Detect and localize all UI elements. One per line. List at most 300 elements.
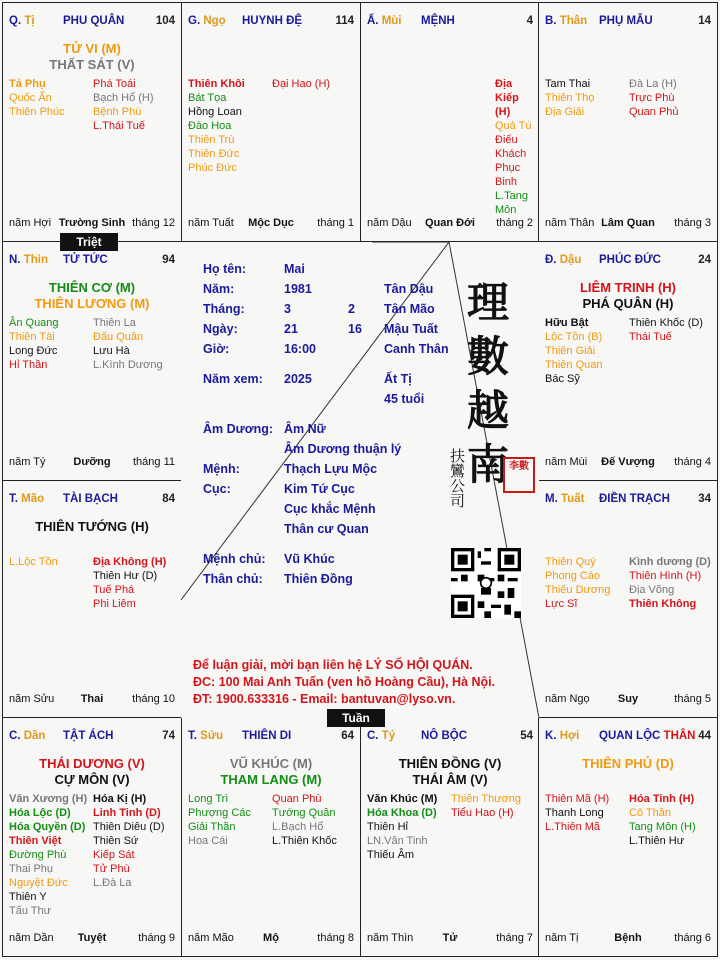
month-cycle: tháng 4 [674, 456, 711, 468]
month-cycle: tháng 3 [674, 217, 711, 229]
palace-number: 114 [335, 15, 354, 27]
palace-tuat [538, 480, 718, 718]
minor-stars [9, 792, 177, 918]
star-item: Đấu Quân [93, 331, 144, 343]
stars-left-column [9, 792, 93, 918]
star-item: Thiên Hỉ [367, 821, 408, 833]
center-info-panel [181, 242, 539, 718]
star-item: L.Thiên Mã [545, 821, 601, 833]
palace-title: THIÊN DI [242, 730, 292, 742]
star-item: Bệnh Phù [93, 106, 142, 118]
info-solar-value: 21 [284, 322, 298, 336]
menh-chu-label: Mệnh chủ: [203, 552, 266, 566]
main-star: THIÊN PHỦ (D) [582, 756, 674, 771]
palace-thin [2, 241, 182, 481]
star-item: Văn Xương (H) [9, 793, 88, 805]
palace-number: 34 [698, 493, 711, 505]
star-item: Kình dương (D) [629, 556, 711, 568]
star-item: Lực Sĩ [545, 598, 578, 610]
star-item: Bát Tọa [188, 92, 227, 104]
palace-number: 24 [698, 254, 711, 266]
star-item: L.Kình Dương [93, 359, 163, 371]
main-star: THAM LANG (M) [220, 772, 322, 787]
palace-name [421, 15, 455, 27]
info-label: Tháng: [203, 302, 245, 316]
stars-right-column [93, 77, 177, 133]
palace-ngo [181, 2, 361, 242]
year-cycle: năm Ngọ [545, 693, 590, 705]
star-item: Điếu Khách [495, 134, 527, 160]
life-stage: Tử [442, 932, 458, 944]
stem: C. [367, 730, 379, 742]
palace-title: QUAN LỘC [599, 730, 661, 742]
year-cycle: năm Tị [545, 932, 579, 944]
star-item: Hữu Bật [545, 317, 589, 329]
star-item: Hồng Loan [188, 106, 242, 118]
star-item: Bạch Hổ (H) [93, 92, 154, 104]
stem: B. [545, 15, 557, 27]
palace-title: TÀI BẠCH [63, 493, 118, 505]
life-stage: Bệnh [614, 932, 642, 944]
life-stage: Mộc Dục [248, 217, 294, 229]
palace-title: PHÚC ĐỨC [599, 254, 661, 266]
palace-name [63, 730, 113, 742]
month-cycle: tháng 1 [317, 217, 354, 229]
palace-footer [188, 217, 354, 231]
year-cycle: năm Tuất [188, 217, 234, 229]
palace-name [242, 15, 302, 27]
month-cycle: tháng 12 [132, 217, 175, 229]
tuan-tag: Tuần [327, 709, 385, 727]
stars-right-column [629, 792, 713, 848]
star-item: Tang Môn (H) [629, 821, 696, 833]
stem: T. [188, 730, 197, 742]
info-label: Họ tên: [203, 262, 247, 276]
palace-footer [9, 932, 175, 946]
life-stage: Lâm Quan [601, 217, 655, 229]
life-stage: Quan Đới [425, 217, 475, 229]
year-cycle: năm Dậu [367, 217, 412, 229]
star-item: Cô Thần [629, 807, 671, 819]
palace-title: TẬT ÁCH [63, 730, 114, 742]
stars-left-column [545, 316, 629, 386]
palace-header [9, 254, 175, 270]
palace-header [545, 730, 711, 746]
palace-header [9, 15, 175, 31]
branch: Ngọ [203, 15, 226, 27]
contact-line-2: ĐC: 100 Mai Anh Tuấn (ven hồ Hoàng Cầu), Hà Nội. [193, 675, 496, 689]
palace-name [599, 730, 696, 742]
star-item: Thiếu Dương [545, 584, 611, 596]
info-label: Ngày: [203, 322, 238, 336]
stem: Q. [9, 15, 22, 27]
stars-right-column [629, 77, 713, 119]
palace-header [9, 493, 175, 509]
star-item: Thiên Trù [188, 134, 235, 146]
star-item: Địa Võng [629, 584, 675, 596]
star-item: Thiên Diêu (D) [93, 821, 165, 833]
location-label [545, 15, 587, 27]
stars-right-column [93, 792, 177, 918]
main-star: VŨ KHÚC (M) [229, 756, 313, 771]
main-star: THÁI DƯƠNG (V) [39, 756, 145, 771]
minor-stars [188, 77, 356, 175]
palace-title: TỬ TỨC [63, 254, 108, 266]
info-can-chi: Mậu Tuất [384, 322, 438, 336]
minor-stars [367, 792, 535, 862]
location-label [9, 15, 35, 27]
calligraphy-logo: 理數越南 [467, 278, 510, 489]
star-item: Quốc Ấn [9, 92, 52, 104]
location-label [9, 493, 44, 505]
palace-header [188, 15, 354, 31]
palace-number: 104 [155, 15, 175, 27]
menh-value: Thạch Lựu Mộc [284, 462, 378, 476]
star-item: Thiên Hình (H) [629, 570, 702, 582]
year-cycle: năm Sửu [9, 693, 55, 705]
star-item: Địa Kiếp (H) [495, 78, 519, 118]
star-item: Lộc Tồn (B) [545, 331, 603, 343]
star-item: Thanh Long [545, 807, 604, 819]
stars-left-column [9, 316, 93, 372]
star-item: Phúc Đức [188, 162, 237, 174]
location-label [367, 730, 395, 742]
palace-ty [360, 717, 540, 957]
star-item: Hóa Quyền (D) [9, 821, 86, 833]
info-solar-value: 2025 [284, 372, 312, 386]
star-item: Thiên Thương [451, 793, 522, 805]
star-item: L.Bạch Hổ [272, 821, 324, 833]
palace-name [599, 15, 653, 27]
star-item: Thiên Không [629, 598, 697, 610]
main-star: TỬ VI (M) [63, 41, 121, 56]
palace-hoi [538, 717, 718, 957]
star-item: L.Thiên Hư [629, 835, 685, 847]
palace-name [63, 254, 108, 266]
stem: Đ. [545, 254, 557, 266]
stars-right-column [272, 792, 356, 848]
main-star: THẤT SÁT (V) [49, 57, 135, 72]
year-cycle: năm Thìn [367, 932, 414, 944]
cuc-value: Kim Tứ Cục [284, 482, 355, 496]
star-item: Địa Giải [545, 106, 585, 118]
stars-left-column [545, 555, 629, 611]
palace-name [599, 493, 670, 505]
am-duong-note: Âm Dương thuận lý [284, 442, 402, 456]
than-cu-note: Thân cư Quan [284, 522, 369, 536]
info-label: Năm xem: [203, 372, 263, 386]
location-label [545, 493, 584, 505]
stem: C. [9, 730, 21, 742]
info-solar-value: 3 [284, 302, 291, 316]
star-item: L.Tang Môn [495, 190, 529, 216]
month-cycle: tháng 10 [132, 693, 175, 705]
palace-number: 4 [526, 15, 533, 27]
minor-stars [9, 316, 177, 372]
year-cycle: năm Hợi [9, 217, 52, 229]
location-label [9, 254, 48, 266]
stem: G. [188, 15, 201, 27]
life-stage: Trường Sinh [58, 217, 126, 229]
month-cycle: tháng 8 [317, 932, 354, 944]
star-item: Thai Phụ [9, 863, 54, 875]
than-marker: THÂN [663, 730, 696, 742]
star-item: Thiên Đức [188, 148, 240, 160]
star-item: Phượng Các [188, 807, 251, 819]
star-item: Quan Phủ [629, 106, 679, 118]
star-item: Tướng Quân [272, 807, 336, 819]
minor-stars [367, 77, 535, 217]
star-item: Thiên Tài [9, 331, 55, 343]
star-item: Kiếp Sát [93, 849, 135, 861]
life-stage: Dưỡng [73, 456, 111, 468]
palace-footer [367, 932, 533, 946]
stars-left-column [367, 792, 451, 862]
palace-title: MỆNH [421, 15, 455, 27]
info-solar-value: 16:00 [284, 342, 316, 356]
menh-label: Mệnh: [203, 462, 240, 476]
red-seal-stamp: 李數 [503, 457, 535, 493]
than-chu-label: Thân chủ: [203, 572, 263, 586]
palace-header [545, 493, 711, 509]
info-solar-value: 1981 [284, 282, 312, 296]
minor-stars [545, 555, 713, 611]
branch: Mùi [381, 15, 402, 27]
cuc-label: Cục: [203, 482, 231, 496]
star-item: Long Trì [188, 793, 229, 805]
star-item: L.Đà La [93, 877, 132, 889]
location-label [188, 730, 223, 742]
star-item: Đại Hao (H) [272, 78, 331, 90]
palace-suu [181, 717, 361, 957]
month-cycle: tháng 11 [132, 456, 175, 468]
year-cycle: năm Mão [188, 932, 234, 944]
palace-header [188, 730, 354, 746]
palace-title: NÔ BỘC [421, 730, 467, 742]
star-item: L.Thiên Khốc [272, 835, 337, 847]
palace-name [599, 254, 661, 266]
year-cycle: năm Tý [9, 456, 46, 468]
palace-number: 94 [162, 254, 175, 266]
month-cycle: tháng 5 [674, 693, 711, 705]
palace-footer [9, 217, 175, 231]
palace-than [538, 2, 718, 242]
star-item: Hoa Cái [188, 835, 228, 847]
info-solar-value: Mai [284, 262, 305, 276]
palace-number: 54 [520, 730, 533, 742]
star-item: Thiên Mã (H) [545, 793, 610, 805]
star-item: Trực Phù [629, 92, 675, 104]
palace-number: 44 [698, 730, 711, 742]
palace-footer [545, 217, 711, 231]
star-item: Tuế Phá [93, 584, 135, 596]
main-star: CỰ MÔN (V) [54, 772, 130, 787]
life-stage: Mộ [263, 932, 279, 944]
star-item: Thiên Hư (D) [93, 570, 158, 582]
branch: Sửu [200, 730, 224, 742]
palace-name [421, 730, 467, 742]
star-item: Nguyệt Đức [9, 877, 68, 889]
star-item: Phục Binh [495, 162, 521, 188]
branch: Dậu [559, 254, 582, 266]
star-item: Quan Phù [272, 793, 322, 805]
main-star: THÁI ÂM (V) [412, 772, 488, 787]
stars-right-column [495, 77, 535, 217]
life-stage: Đế Vượng [601, 456, 655, 468]
palace-dau [538, 241, 718, 481]
logo-subtitle: 扶鸞公司 [448, 448, 466, 508]
branch: Hợi [559, 730, 580, 742]
palace-footer [367, 217, 533, 231]
branch: Tuất [560, 493, 585, 505]
menh-chu-value: Vũ Khúc [284, 552, 335, 566]
star-item: Quả Tú [495, 120, 532, 132]
star-item: Thiên La [93, 317, 136, 329]
star-item: Thiên Thọ [545, 92, 595, 104]
main-star: THIÊN LƯƠNG (M) [34, 296, 150, 311]
contact-line-1: Để luận giải, mời bạn liên hệ LÝ SỐ HỘI QUÁN. [193, 658, 473, 672]
branch: Thân [559, 15, 588, 27]
stars-left-column [188, 792, 272, 848]
location-label [367, 15, 402, 27]
info-label: Năm: [203, 282, 235, 296]
star-item: Tả Phụ [9, 78, 46, 90]
star-item: Linh Tinh (D) [93, 807, 161, 819]
year-cycle: năm Mùi [545, 456, 588, 468]
star-item: Thiên Phúc [9, 106, 65, 118]
palace-header [9, 730, 175, 746]
info-label: Giờ: [203, 342, 230, 356]
info-lunar-value: 2 [348, 302, 355, 316]
location-label [188, 15, 226, 27]
stars-right-column [451, 792, 535, 862]
info-can-chi: Tân Mão [384, 302, 435, 316]
star-item: L.Lộc Tồn [9, 556, 58, 568]
star-item: Phá Toái [93, 78, 136, 90]
location-label [9, 730, 45, 742]
stars-right-column [93, 555, 177, 611]
qr-code [451, 548, 521, 618]
life-stage: Thai [80, 693, 104, 705]
star-item: Tấu Thư [9, 905, 52, 917]
month-cycle: tháng 2 [496, 217, 533, 229]
star-item: Lưu Hà [93, 345, 130, 357]
year-cycle: năm Thân [545, 217, 595, 229]
am-duong-value: Âm Nữ [284, 422, 326, 436]
cuc-note: Cục khắc Mệnh [284, 502, 376, 516]
star-item: Hóa Tinh (H) [629, 793, 695, 805]
star-item: Thiên Giải [545, 345, 596, 357]
star-item: Thiên Quan [545, 359, 603, 371]
star-item: Thiên Khôi [188, 78, 245, 90]
month-cycle: tháng 6 [674, 932, 711, 944]
star-item: Bác Sỹ [545, 373, 580, 385]
palace-header [545, 254, 711, 270]
stars-left-column [545, 77, 629, 119]
palace-mao [2, 480, 182, 718]
palace-name [63, 493, 118, 505]
palace-ti [2, 2, 182, 242]
main-star: PHÁ QUÂN (H) [582, 296, 674, 311]
minor-stars [545, 792, 713, 848]
star-item: Đào Hoa [188, 120, 232, 132]
star-item: L.Thái Tuế [93, 120, 145, 132]
info-lunar-value: 16 [348, 322, 362, 336]
stars-left-column [9, 77, 93, 133]
star-item: Văn Khúc (M) [367, 793, 438, 805]
star-item: Tam Thai [545, 78, 591, 90]
info-can-chi: Ất Tị [384, 372, 412, 386]
month-cycle: tháng 7 [496, 932, 533, 944]
palace-footer [545, 932, 711, 946]
star-item: Thiên Quý [545, 556, 596, 568]
palace-name [242, 730, 291, 742]
branch: Dần [23, 730, 46, 742]
palace-footer [545, 693, 711, 707]
stars-right-column [272, 77, 356, 175]
main-star: THIÊN ĐỒNG (V) [398, 756, 502, 771]
star-item: Hỉ Thần [9, 359, 48, 371]
palace-mui [360, 2, 540, 242]
contact-line-3: ĐT: 1900.633316 - Email: bantuvan@lyso.vn. [193, 692, 456, 706]
palace-header [367, 730, 533, 746]
stars-right-column [629, 316, 713, 386]
palace-footer [188, 932, 354, 946]
star-item: Hóa Khoa (D) [367, 807, 437, 819]
year-cycle: năm Dần [9, 932, 54, 944]
minor-stars [545, 316, 713, 386]
star-item: Thiên Việt [9, 835, 62, 847]
location-label [545, 254, 581, 266]
star-item: Đà La (H) [629, 78, 677, 90]
main-star: LIÊM TRINH (H) [579, 280, 677, 295]
palace-number: 14 [698, 15, 711, 27]
palace-header [367, 15, 533, 31]
star-item: Thái Tuế [629, 331, 672, 343]
minor-stars [9, 77, 177, 133]
star-item: Thiên Khốc (D) [629, 317, 703, 329]
palace-name [63, 15, 124, 27]
main-star: THIÊN CƠ (M) [48, 280, 136, 295]
stem: Ấ. [367, 15, 379, 27]
info-can-chi: Canh Thân [384, 342, 449, 356]
stars-left-column [455, 77, 495, 217]
star-item: Giải Thần [188, 821, 236, 833]
branch: Tị [24, 15, 35, 27]
stars-left-column [188, 77, 272, 175]
month-cycle: tháng 9 [138, 932, 175, 944]
star-item: Thiếu Âm [367, 849, 415, 861]
star-item: Hóa Kị (H) [93, 793, 147, 805]
than-chu-value: Thiên Đồng [284, 572, 353, 586]
star-item: Địa Không (H) [93, 556, 167, 568]
star-item: Đường Phù [9, 849, 67, 861]
palace-footer [545, 456, 711, 470]
age: 45 tuổi [384, 392, 425, 406]
star-item: Ân Quang [9, 317, 59, 329]
life-stage: Suy [617, 693, 639, 705]
location-label [545, 730, 579, 742]
star-item: Tiểu Hao (H) [451, 807, 514, 819]
star-item: Hóa Lộc (D) [9, 807, 71, 819]
star-item: Phi Liêm [93, 598, 136, 610]
palace-footer [9, 456, 175, 470]
palace-title: PHU QUÂN [63, 15, 125, 27]
stem: N. [9, 254, 21, 266]
am-duong-label: Âm Dương: [203, 422, 274, 436]
star-item: Phong Cáo [545, 570, 601, 582]
palace-footer [9, 693, 175, 707]
